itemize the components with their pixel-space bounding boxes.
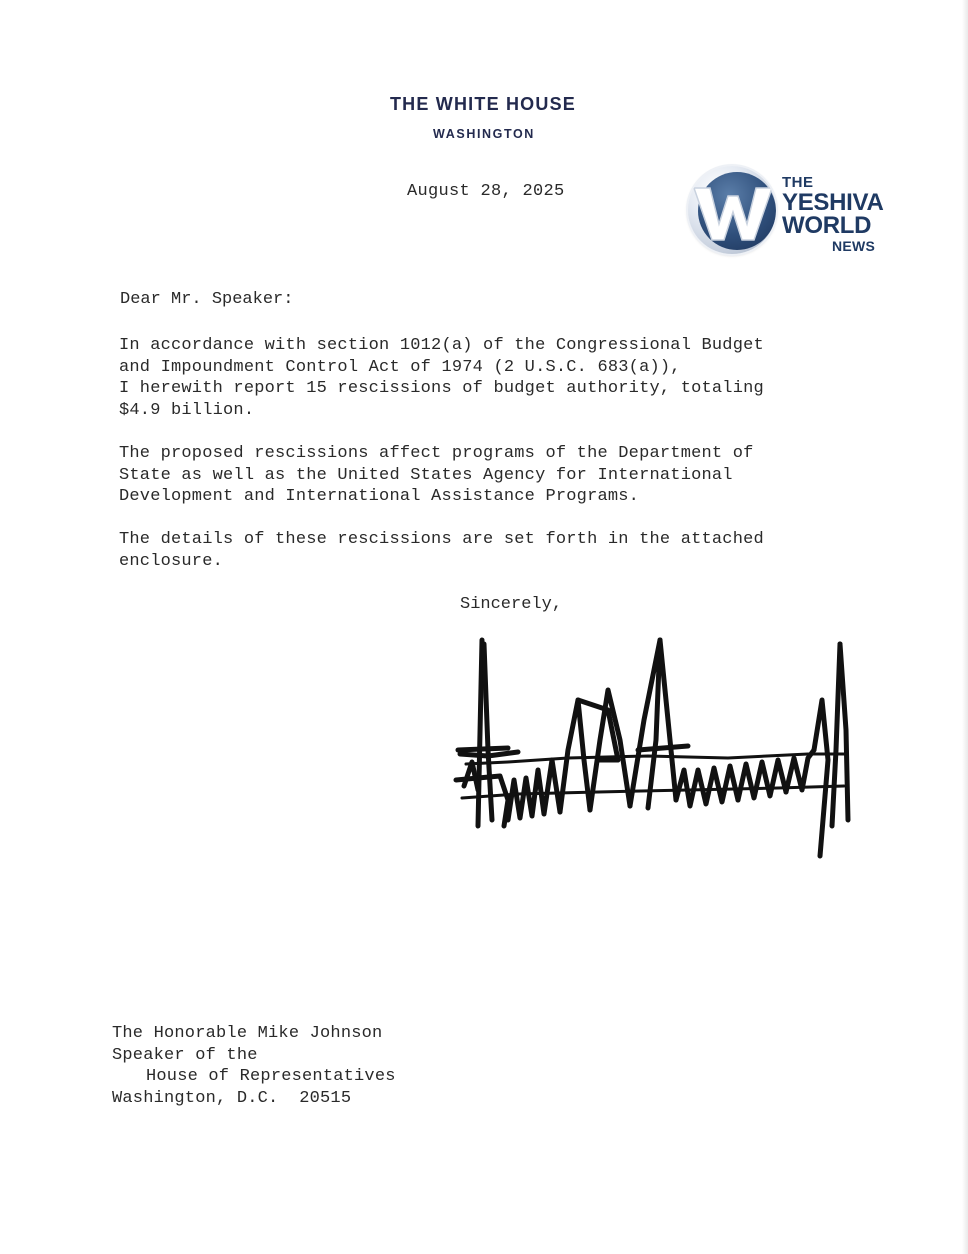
watermark-logo [688, 166, 898, 258]
paragraph-1 [119, 335, 859, 421]
w-globe-logo-icon [688, 166, 776, 254]
w-letter-icon [688, 166, 776, 254]
paragraph-line: and Impoundment Control Act of 1974 (2 U.S.C. 683(a)), [119, 357, 681, 377]
letter-date: August 28, 2025 [407, 182, 565, 201]
handwritten-signature-icon [448, 630, 858, 870]
logo-word-news: NEWS [832, 238, 876, 254]
paragraph-line: I herewith report 15 rescissions of budget authority, totaling [119, 379, 764, 398]
recipient-address [112, 1023, 396, 1110]
paragraph-line: enclosure. [119, 551, 224, 571]
paragraph-line: The details of these rescissions are set forth in the attached [119, 530, 764, 549]
letterhead-title: THE WHITE HOUSE [389, 94, 576, 114]
paragraph-3 [119, 529, 859, 572]
letterhead-subtitle: WASHINGTON [433, 127, 535, 141]
logo-wordmark [782, 175, 883, 253]
logo-word-the: THE [782, 174, 814, 191]
address-line: Speaker of the [112, 1045, 258, 1065]
paragraph-line: In accordance with section 1012(a) of the Congressional Budget [119, 336, 764, 355]
logo-word-yeshiva: YESHIVA [782, 189, 884, 216]
closing: Sincerely, [460, 595, 563, 614]
logo-word-world: WORLD [782, 212, 872, 239]
address-line: Washington, D.C. 20515 [112, 1089, 352, 1109]
address-line: House of Representatives [146, 1067, 396, 1087]
paragraph-line: $4.9 billion. [119, 400, 255, 420]
paragraph-line: The proposed rescissions affect programs of the Department of [119, 444, 754, 463]
paragraph-line: Development and International Assistance Programs. [119, 487, 640, 506]
paragraph-line: State as well as the United States Agency for International [119, 465, 733, 485]
address-line: The Honorable Mike Johnson [112, 1024, 383, 1043]
paragraph-2 [119, 443, 859, 508]
salutation: Dear Mr. Speaker: [120, 290, 294, 309]
page-edge [962, 0, 968, 1254]
